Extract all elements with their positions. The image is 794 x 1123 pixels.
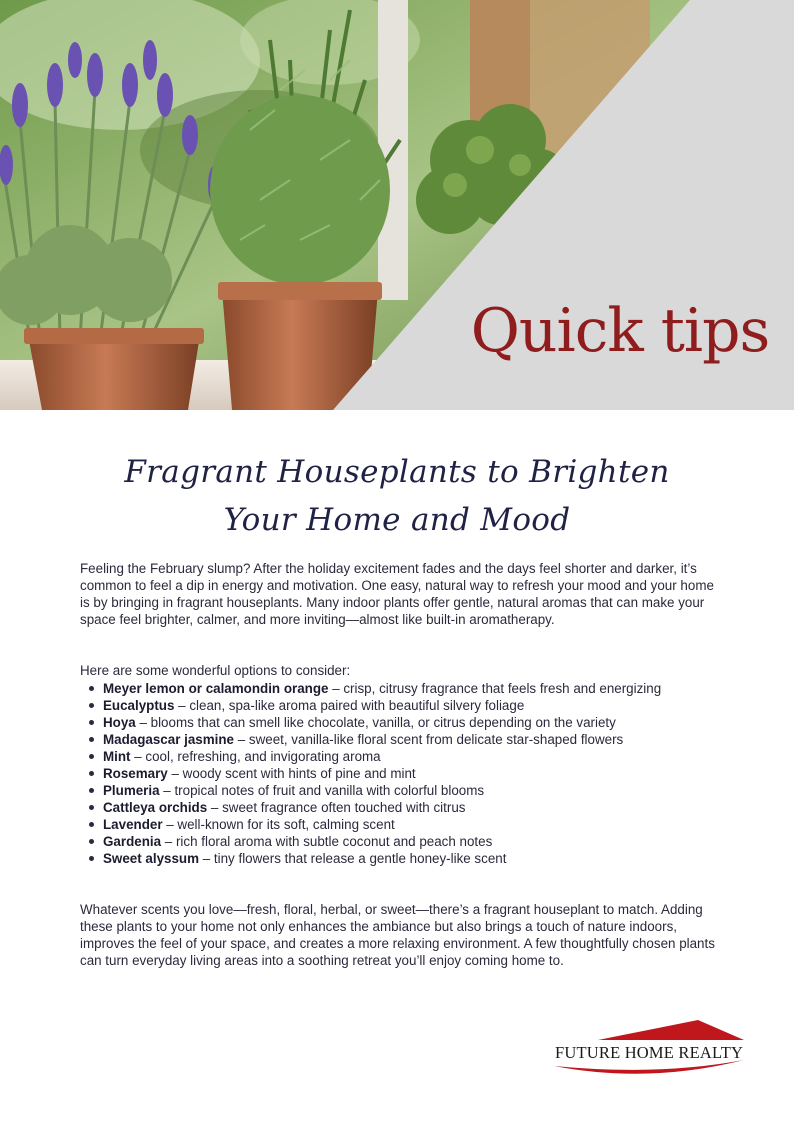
plant-name: Madagascar jasmine <box>103 732 234 747</box>
plant-description: – blooms that can smell like chocolate, vanilla, or citrus depending on the variety <box>135 715 616 730</box>
plant-description: – tiny flowers that release a gentle honey-like scent <box>199 851 507 866</box>
article-title-line-1: Fragrant Houseplants to Brighten <box>124 454 670 490</box>
plant-list <box>80 680 743 867</box>
list-item <box>103 714 743 731</box>
list-item <box>103 799 743 816</box>
plant-name: Hoya <box>103 715 136 730</box>
logo-wordmark: FUTURE HOME REALTY <box>555 1043 744 1062</box>
plant-name: Plumeria <box>103 783 160 798</box>
plant-name: Lavender <box>103 817 163 832</box>
list-item <box>103 731 743 748</box>
plant-description: – tropical notes of fruit and vanilla with colorful blooms <box>159 783 485 798</box>
list-item <box>103 833 743 850</box>
plant-description: – sweet, vanilla-like floral scent from delicate star-shaped flowers <box>234 732 624 747</box>
plant-description: – crisp, citrusy fragrance that feels fresh and energizing <box>328 681 662 696</box>
list-item <box>103 765 743 782</box>
plant-description: – sweet fragrance often touched with citrus <box>207 800 466 815</box>
plant-description: – well-known for its soft, calming scent <box>162 817 395 832</box>
plant-name: Eucalyptus <box>103 698 175 713</box>
article-title-line-2: Your Home and Mood <box>223 502 571 538</box>
quick-tips-heading: Quick tips <box>470 296 770 366</box>
list-item <box>103 850 743 867</box>
plant-description: – rich floral aroma with subtle coconut and peach notes <box>161 834 493 849</box>
plant-name: Cattleya orchids <box>103 800 208 815</box>
plant-name: Meyer lemon or calamondin orange <box>103 681 329 696</box>
intro-paragraph: Feeling the February slump? After the holiday excitement fades and the days feel shorter and darker, it’s common to feel a dip in energy and motivation. One easy, natural way to refresh your mood and your home is by bringing in fragrant houseplants. Many indoor plants offer gentle, natural aromas that can make your space feel brighter, calmer, and more inviting—almost like built-in aromatherapy. <box>80 561 714 627</box>
closing-paragraph: Whatever scents you love—fresh, floral, herbal, or sweet—there’s a fragrant houseplant to match. Adding these plants to your home not only enhances the ambiance but also brings a touch of nature indoors, improves the feel of your space, and creates a more relaxing environment. A few thoughtfully chosen plants can turn everyday living areas into a soothing retreat you’ll enjoy coming home to. <box>80 902 715 968</box>
hero-banner <box>0 0 794 410</box>
plant-name: Mint <box>103 749 131 764</box>
list-item <box>103 748 743 765</box>
plant-name: Rosemary <box>103 766 168 781</box>
plant-name: Gardenia <box>103 834 162 849</box>
plant-description: – woody scent with hints of pine and mint <box>167 766 416 781</box>
list-item <box>103 697 743 714</box>
list-item <box>103 816 743 833</box>
plant-name: Sweet alyssum <box>103 851 200 866</box>
plant-description: – cool, refreshing, and invigorating aroma <box>130 749 381 764</box>
plant-description: – clean, spa-like aroma paired with beautiful silvery foliage <box>174 698 525 713</box>
roof-icon <box>598 1020 744 1040</box>
list-lead-in: Here are some wonderful options to consider: <box>80 663 351 678</box>
list-item <box>103 680 743 697</box>
list-item <box>103 782 743 799</box>
article-title <box>60 448 734 544</box>
